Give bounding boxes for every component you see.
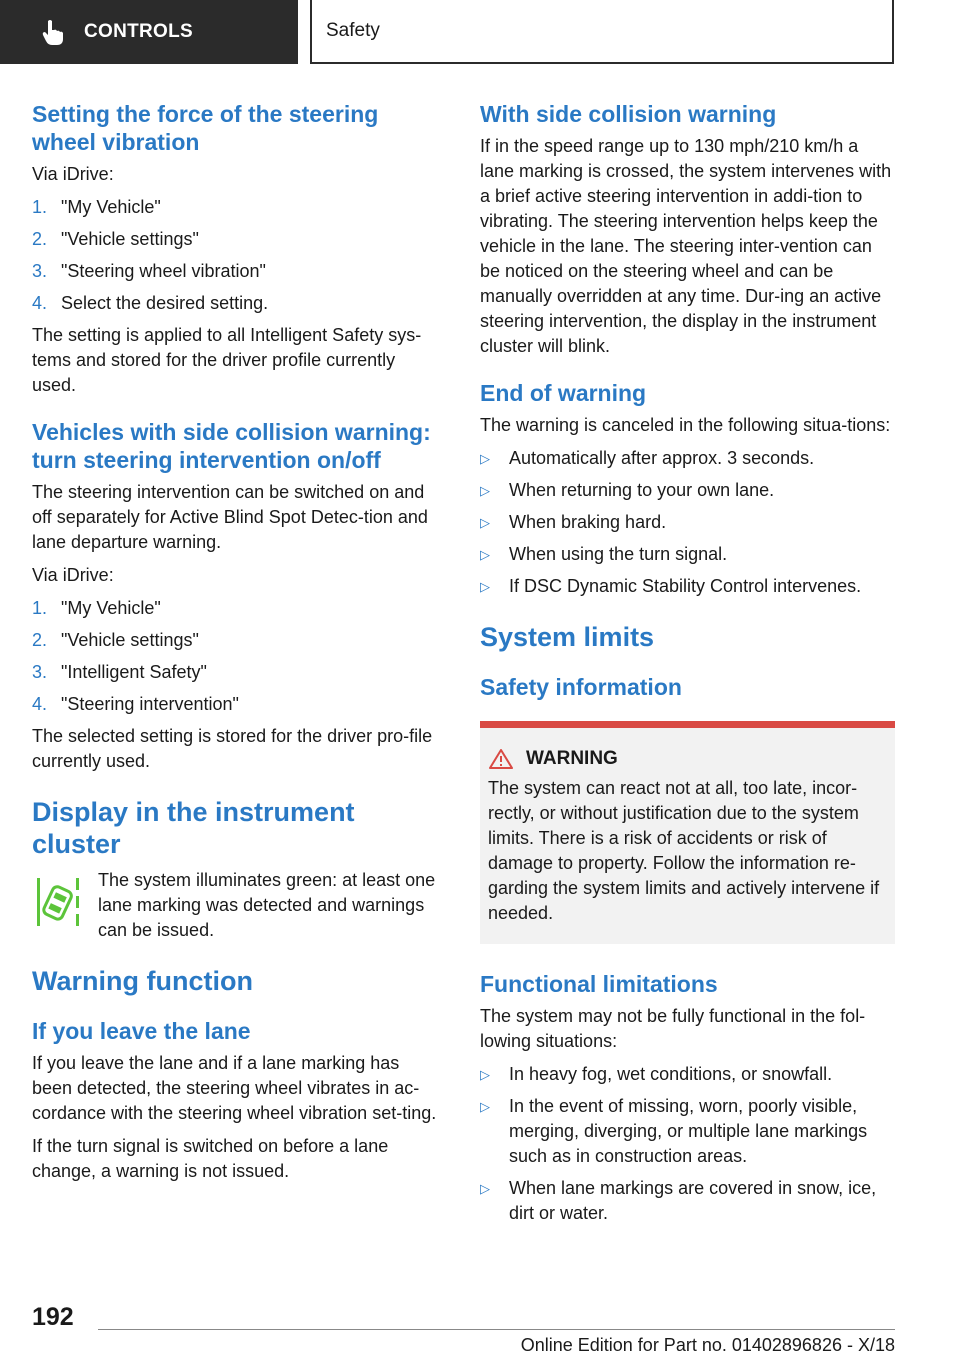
list-item-text: When using the turn signal. [509, 544, 728, 564]
list-item-text: In heavy fog, wet conditions, or snowfall. [509, 1064, 833, 1084]
step-text: "Steering wheel vibration" [61, 261, 266, 281]
section-tab [310, 0, 894, 64]
bullet-triangle-icon: ▷ [480, 1181, 490, 1196]
list-item [32, 227, 444, 252]
step-text: "Steering intervention" [61, 694, 239, 714]
safety-information-heading: Safety information [480, 674, 682, 700]
section-title: Safety [326, 20, 380, 41]
bullet-triangle-icon: ▷ [480, 1067, 490, 1082]
footer-divider [98, 1329, 895, 1330]
step-text: "My Vehicle" [61, 197, 161, 217]
warning-triangle-icon [488, 748, 514, 770]
lane-departure-cluster-icon [32, 868, 92, 938]
display-heading: Display in the instrument cluster [32, 797, 355, 859]
bullet-triangle-icon: ▷ [480, 547, 490, 562]
system-limits-heading: System limits [480, 622, 655, 652]
intervention-steps [32, 596, 444, 717]
hand-pointer-icon [38, 17, 68, 47]
page-footer [0, 1295, 960, 1362]
chapter-title: CONTROLS [84, 21, 194, 42]
list-item [480, 1062, 895, 1087]
vibration-steps [32, 195, 444, 316]
display-text: The system illuminates green: at least one lane marking was detected and warnings can be issued. [98, 870, 436, 940]
display-info [32, 868, 444, 943]
list-item [32, 628, 444, 653]
left-column [32, 100, 444, 1192]
list-item [32, 195, 444, 220]
list-item-text: In the event of missing, worn, poorly visible, merging, diverging, or multiple lane markings such as in construction areas. [509, 1096, 868, 1166]
bullet-triangle-icon: ▷ [480, 483, 490, 498]
intervention-heading: Vehicles with side collision warning: turn steering intervention on/off [32, 419, 431, 473]
list-item [32, 259, 444, 284]
edition-text: Online Edition for Part no. 01402896826 - X/18 [520, 1335, 895, 1355]
list-item [32, 692, 444, 717]
chapter-tab [0, 0, 298, 64]
end-warning-list [480, 446, 895, 599]
setting-applied-text: The setting is applied to all Intelligent Safety sys-tems and stored for the driver profile currently used. [32, 325, 422, 395]
side-collision-heading: With side collision warning [480, 101, 777, 127]
turn-signal-text: If the turn signal is switched on before a lane change, a warning is not issued. [32, 1136, 389, 1181]
list-item [480, 510, 895, 535]
leave-lane-heading: If you leave the lane [32, 1018, 251, 1044]
step-number: 1. [32, 598, 48, 618]
step-number: 4. [32, 293, 48, 313]
bullet-triangle-icon: ▷ [480, 515, 490, 530]
step-number: 2. [32, 630, 48, 650]
bullet-triangle-icon: ▷ [480, 1099, 490, 1114]
page-number: 192 [32, 1303, 74, 1331]
step-number: 3. [32, 261, 48, 281]
step-number: 1. [32, 197, 48, 217]
functional-limitations-list [480, 1062, 895, 1226]
list-item [32, 596, 444, 621]
vibration-heading: Setting the force of the steering wheel vibration [32, 101, 379, 155]
right-column [480, 100, 895, 1233]
list-item [480, 1176, 895, 1226]
list-item [480, 446, 895, 471]
list-item-text: Automatically after approx. 3 seconds. [509, 448, 815, 468]
page-header [0, 0, 960, 66]
functional-limitations-text: The system may not be fully functional in the fol-lowing situations: [480, 1006, 866, 1051]
end-warning-text: The warning is canceled in the following situa-tions: [480, 415, 891, 435]
intervention-text: The steering intervention can be switched on and off separately for Active Blind Spot Detec-tion and lane departure warning. [32, 482, 428, 552]
step-number: 2. [32, 229, 48, 249]
bullet-triangle-icon: ▷ [480, 579, 490, 594]
stored-text: The selected setting is stored for the driver pro-file currently used. [32, 726, 433, 771]
warning-box [480, 721, 895, 944]
bullet-triangle-icon: ▷ [480, 451, 490, 466]
step-number: 4. [32, 694, 48, 714]
via-idrive-text: Via iDrive: [32, 565, 114, 585]
step-number: 3. [32, 662, 48, 682]
step-text: "Intelligent Safety" [61, 662, 207, 682]
list-item [480, 542, 895, 567]
list-item [480, 478, 895, 503]
list-item [32, 660, 444, 685]
warning-text: The system can react not at all, too late, incor-rectly, or without justification due to the system limits. There is a risk of accidents or risk of damage to property. Follow the information re-garding the system limits and actively intervene if needed. [488, 778, 880, 923]
warning-function-heading: Warning function [32, 966, 253, 996]
list-item [480, 1094, 895, 1169]
list-item-text: If DSC Dynamic Stability Control intervenes. [509, 576, 862, 596]
step-text: "Vehicle settings" [61, 229, 199, 249]
leave-lane-text: If you leave the lane and if a lane marking has been detected, the steering wheel vibrates in ac-cordance with the steering wheel vibration set-ting. [32, 1053, 437, 1123]
list-item-text: When braking hard. [509, 512, 667, 532]
list-item [32, 291, 444, 316]
via-idrive-text: Via iDrive: [32, 164, 114, 184]
list-item-text: When lane markings are covered in snow, ice, dirt or water. [509, 1178, 877, 1223]
list-item-text: When returning to your own lane. [509, 480, 775, 500]
warning-header [488, 748, 887, 770]
step-text: "Vehicle settings" [61, 630, 199, 650]
step-text: "My Vehicle" [61, 598, 161, 618]
end-warning-heading: End of warning [480, 380, 647, 406]
step-text: Select the desired setting. [61, 293, 269, 313]
functional-limitations-heading: Functional limitations [480, 971, 718, 997]
list-item [480, 574, 895, 599]
warning-title: WARNING [526, 748, 618, 769]
side-collision-text: If in the speed range up to 130 mph/210 km/h a lane marking is crossed, the system intervenes with a brief active steering intervention in addi-tion to vibrating. The steering intervention helps keep the vehicle in the lane. The steering inter-vention can be noticed on the steering wheel and can be manually overridden at any time. Dur-ing an active steering intervention, the display in the instrument cluster will blink. [480, 136, 892, 356]
